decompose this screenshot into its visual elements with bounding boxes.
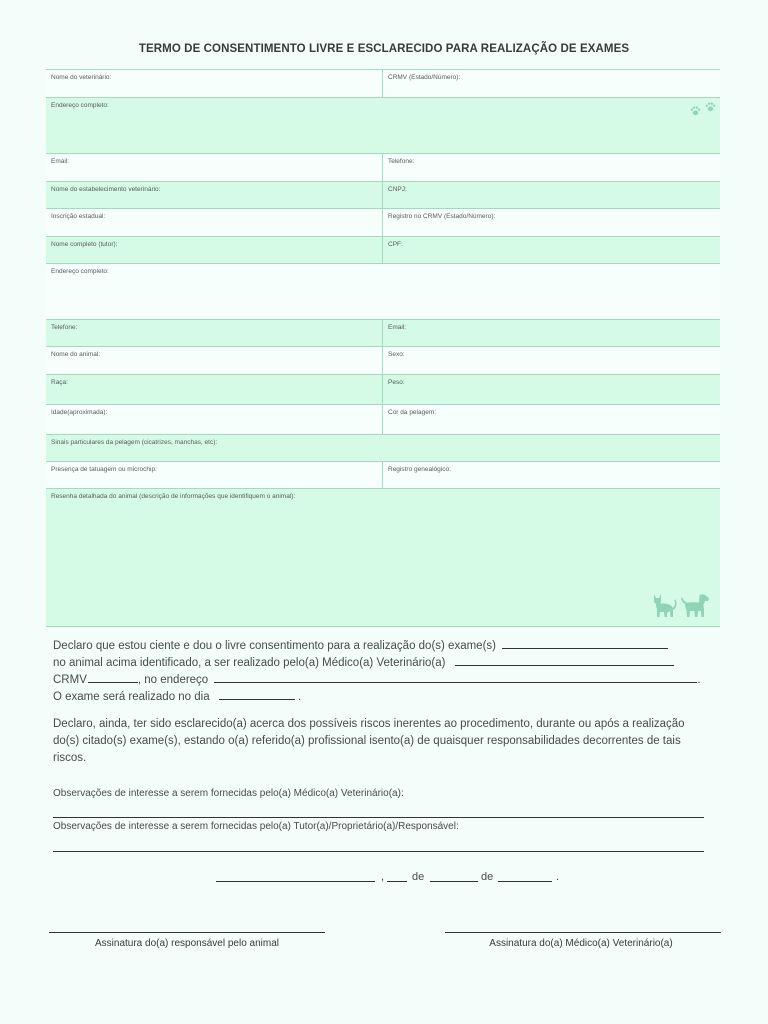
tutor-observations-line[interactable] — [53, 851, 704, 852]
cnpj-field[interactable]: CNPJ: — [388, 186, 407, 193]
day-blank-line[interactable] — [387, 881, 407, 882]
sex-field[interactable]: Sexo: — [388, 351, 405, 358]
tutor-email-field[interactable]: Email: — [388, 324, 407, 331]
cat-icon — [651, 592, 677, 618]
declaration-text: . — [697, 674, 701, 686]
vet-observations-line[interactable] — [53, 817, 704, 818]
animal-description-field[interactable]: Resenha detalhada do animal (descrição de informações que identifiquem o animal): — [51, 493, 296, 500]
vet-blank-line[interactable] — [455, 655, 674, 666]
weight-field[interactable]: Peso: — [388, 379, 405, 386]
declaration-text: O exame será realizado no dia — [53, 691, 210, 703]
form-row — [46, 347, 720, 375]
registration-form — [46, 69, 720, 627]
date-comma: , — [381, 871, 385, 883]
phone-field[interactable]: Telefone: — [388, 158, 415, 165]
paw-print-icon — [690, 106, 701, 116]
address-blank-line[interactable] — [214, 672, 697, 683]
date-period: . — [556, 871, 560, 883]
paw-print-icon — [705, 102, 716, 112]
email-field[interactable]: Email: — [46, 154, 383, 181]
genealogy-field[interactable]: Registro genealógico: — [388, 466, 451, 473]
cpf-field[interactable]: CPF: — [388, 241, 403, 248]
declaration-text: , no endereço — [137, 674, 209, 686]
vet-signature-line[interactable] — [445, 932, 721, 933]
crmv-field[interactable]: CRMV (Estado/Número): — [388, 74, 461, 81]
dog-icon — [680, 592, 710, 618]
tutor-address-field[interactable]: Endereço completo: — [51, 268, 109, 275]
pets-decoration — [651, 592, 710, 618]
owner-signature-label: Assinatura do(a) responsável pelo animal — [95, 938, 279, 949]
form-row — [46, 237, 720, 264]
form-row — [46, 264, 720, 320]
vet-observations-label: Observações de interesse a serem fornecidas pelo(a) Médico(a) Veterinário(a): — [53, 788, 404, 799]
declaration-text: CRMV — [53, 674, 87, 686]
tutor-phone-field[interactable]: Telefone: — [46, 320, 383, 346]
tutor-observations-label: Observações de interesse a serem fornecidas pelo(a) Tutor(a)/Proprietário(a)/Responsável: — [53, 821, 459, 832]
form-row — [46, 462, 720, 489]
date-de-text: de — [481, 871, 494, 883]
form-row — [46, 70, 720, 98]
form-row — [46, 182, 720, 209]
declaration-text: . — [298, 691, 302, 703]
form-row — [46, 154, 720, 182]
consent-declaration — [53, 638, 713, 706]
city-blank-line[interactable] — [216, 881, 375, 882]
form-row — [46, 320, 720, 347]
tutor-name-field[interactable]: Nome completo (tutor): — [46, 237, 383, 263]
document-title: TERMO DE CONSENTIMENTO LIVRE E ESCLARECIDO PARA REALIZAÇÃO DE EXAMES — [138, 43, 630, 55]
form-row — [46, 375, 720, 405]
coat-color-field[interactable]: Cor da pelagem: — [388, 409, 437, 416]
animal-name-field[interactable]: Nome do animal: — [46, 347, 383, 374]
date-blank-line[interactable] — [219, 689, 295, 700]
vet-signature-label: Assinatura do(a) Médico(a) Veterinário(a) — [489, 938, 673, 949]
year-blank-line[interactable] — [498, 881, 552, 882]
establishment-field[interactable]: Nome do estabelecimento veterinário: — [46, 182, 383, 208]
form-row — [46, 209, 720, 237]
exam-blank-line[interactable] — [502, 638, 668, 649]
month-blank-line[interactable] — [430, 881, 478, 882]
date-de-text: de — [412, 871, 425, 883]
form-row — [46, 98, 720, 154]
vet-name-field[interactable]: Nome do veterinário: — [46, 70, 383, 97]
form-row — [46, 405, 720, 435]
tattoo-microchip-field[interactable]: Presença de tatuagem ou microchip: — [46, 462, 383, 488]
risk-declaration: Declaro, ainda, ter sido esclarecido(a) acerca dos possíveis riscos inerentes ao procedimento, durante ou após a realização do(s) citado(s) exame(s), estando o(a) referido(a) profissional isento(a) de quaisquer responsabilidades decorrentes de tais riscos. — [53, 718, 685, 764]
coat-marks-field[interactable]: Sinais particulares da pelagem (cicatrizes, manchas, etc): — [51, 439, 218, 446]
form-row — [46, 489, 720, 627]
age-field[interactable]: Idade(aproximada): — [46, 405, 383, 434]
owner-signature-line[interactable] — [49, 932, 325, 933]
declaration-text: no animal acima identificado, a ser realizado pelo(a) Médico(a) Veterinário(a) — [53, 657, 446, 669]
paw-prints-decoration — [690, 106, 716, 116]
crmv-registration-field[interactable]: Registro no CRMV (Estado/Número): — [388, 213, 496, 220]
form-row — [46, 435, 720, 462]
state-registration-field[interactable]: Inscrição estadual: — [46, 209, 383, 236]
crmv-blank-line[interactable] — [88, 672, 138, 683]
vet-address-field[interactable]: Endereço completo: — [51, 102, 109, 109]
declaration-text: Declaro que estou ciente e dou o livre consentimento para a realização do(s) exame(s) — [53, 640, 496, 652]
breed-field[interactable]: Raça: — [46, 375, 383, 404]
